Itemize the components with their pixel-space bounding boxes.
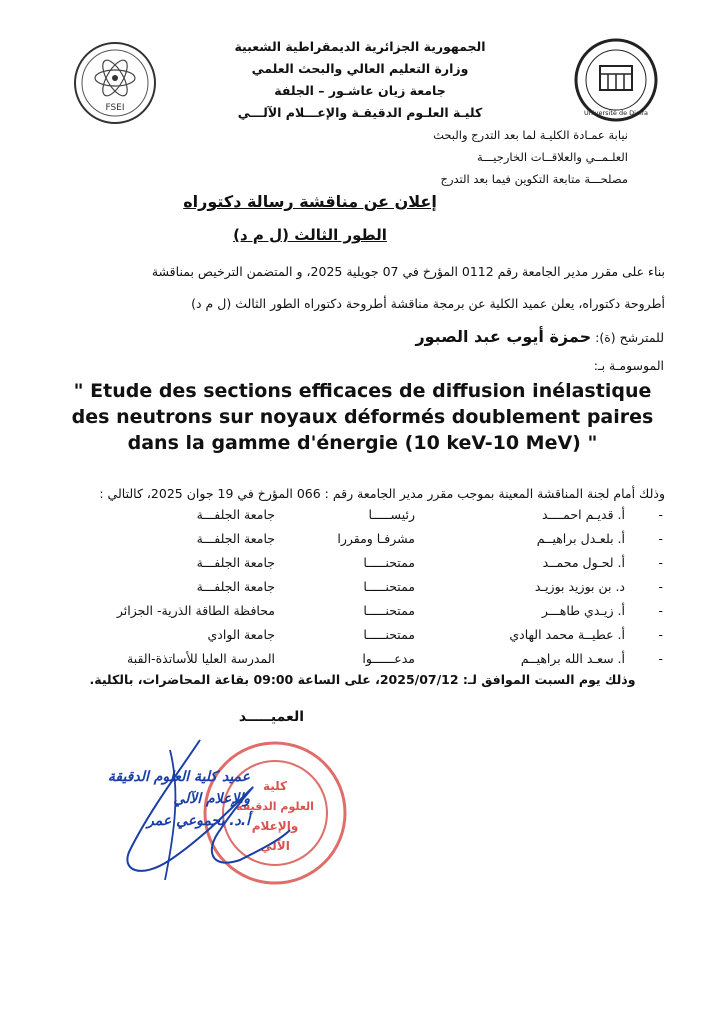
stamp-line-2: العلوم الدقيقة (236, 800, 314, 813)
jury-name: أ. زيـدي طاهـــر (541, 603, 625, 618)
defense-date: وذلك يوم السبت الموافق لـ: 2025/07/12، على الساعة 09:00 بقاعة المحاضرات، بالكلية. (89, 672, 636, 687)
jury-role: ممتحنـــــا (363, 627, 415, 642)
dept-line-2: العلـمــي والعلاقــات الخارجيـــة (477, 150, 628, 164)
jury-name: أ. بلعـدل براهيــم (536, 531, 625, 546)
jury-institution: محافظة الطاقة الذرية- الجزائر (116, 603, 275, 618)
jury-intro: وذلك أمام لجنة المناقشة المعينة بموجب مقرر مدير الجامعة رقم : 066 المؤرخ في 19 جوان 2025، كالتالي : (99, 486, 665, 501)
dean-label: العميـــــد (238, 709, 304, 725)
signature-line-1: عميد كلية العلوم الدقيقة (107, 769, 250, 785)
jury-role: مشرفـا ومقررا (337, 531, 415, 546)
thesis-title-line-1: " Etude des sections efficaces de diffusion inélastique (73, 380, 652, 402)
list-item: - د. بن بوزيد بوزيـد ممتحنـــــا جامعة الجلفـــة (196, 579, 663, 594)
jury-role: ممتحنـــــا (363, 603, 415, 618)
announcement-subtitle: الطور الثالث (ل م د) (233, 226, 387, 244)
stamp-line-1: كلية (262, 779, 288, 793)
jury-name: د. بن بوزيد بوزيـد (534, 579, 625, 594)
list-item: - أ. عطيــة محمد الهادي ممتحنـــــا جامعة الوادي (207, 627, 663, 642)
topic-label: الموسومـة بـ: (593, 358, 664, 373)
department-header (378, 124, 628, 190)
official-header (200, 36, 520, 124)
signature-line-2: والإعلام الآلي (173, 791, 250, 807)
jury-name: أ. قديـم احمــــد (541, 507, 625, 522)
thesis-title-line-3: dans la gamme d'énergie (10 keV-10 MeV) " (127, 432, 598, 454)
list-item: - أ. بلعـدل براهيــم مشرفـا ومقررا جامعة الجلفـــة (196, 531, 663, 546)
faculty-name: كليـة العلـوم الدقيقـة والإعـــلام الآلـــي (237, 105, 483, 120)
candidate-label: للمترشح (ة): (595, 330, 664, 345)
republic-name: الجمهورية الجزائرية الديمقراطية الشعبية (234, 39, 486, 54)
jury-name: أ. سعـد الله براهيــم (520, 651, 625, 666)
jury-role: رئيســـــا (368, 507, 415, 522)
handwritten-signature (110, 730, 300, 900)
jury-name: أ. لحـول محمــد (542, 555, 625, 570)
dept-line-1: نيابة عمـادة الكليـة لما بعد التدرج والبحث (433, 128, 628, 142)
jury-institution: المدرسة العليا للأساتذة-القبة (127, 651, 275, 666)
candidate-line (415, 327, 664, 346)
jury-name: أ. عطيــة محمد الهادي (509, 627, 625, 642)
jury-institution: جامعة الجلفـــة (196, 555, 275, 570)
thesis-title-line-2: des neutrons sur noyaux déformés doublement paires (71, 406, 654, 428)
university-logo (574, 36, 658, 126)
list-item: - أ. لحـول محمــد ممتحنـــــا جامعة الجلفـــة (196, 555, 663, 570)
faculty-logo (72, 40, 158, 126)
stamp-line-3: والإعلام (251, 819, 299, 833)
intro-line-2: أطروحة دكتوراه، يعلن عميد الكلية عن برمجة مناقشة أطروحة دكتوراه الطور الثالث (ل م د) (191, 296, 665, 311)
ministry-name: وزارة التعليم العالي والبحث العلمي (251, 61, 469, 76)
jury-institution: جامعة الجلفـــة (196, 507, 275, 522)
signature-line-3: أ.د. بحموعي عمر (147, 813, 250, 829)
logo-right-text: Université de Djelfa (583, 109, 649, 117)
list-item: - أ. سعـد الله براهيــم مدعــــــوا المدرسة العليا للأساتذة-القبة (127, 651, 663, 666)
candidate-name: حمزة أيوب عبد الصبور (415, 327, 592, 346)
jury-list (60, 507, 665, 675)
jury-role: ممتحنـــــا (363, 555, 415, 570)
dept-line-3: مصلحـــة متابعة التكوين فيما بعد التدرج (440, 172, 628, 186)
announcement-title: إعلان عن مناقشة رسالة دكتوراه (183, 192, 437, 211)
list-item: - أ. زيـدي طاهـــر ممتحنـــــا محافظة الطاقة الذرية- الجزائر (116, 603, 663, 618)
jury-role: ممتحنـــــا (363, 579, 415, 594)
stamp-line-4: الآلي (260, 839, 290, 853)
jury-institution: جامعة الجلفـــة (196, 579, 275, 594)
jury-institution: جامعة الوادي (207, 627, 275, 642)
university-name: جامعة زيان عاشـور – الجلفة (274, 83, 446, 98)
intro-line-1: بناء على مقرر مدير الجامعة رقم 0112 المؤرخ في 07 جويلية 2025، و المتضمن الترخيص بمناقشة (151, 264, 665, 279)
thesis-title (40, 378, 685, 456)
jury-role: مدعــــــوا (362, 651, 415, 666)
list-item: - أ. قديـم احمــــد رئيســـــا جامعة الجلفـــة (196, 507, 663, 522)
logo-left-text: FSEI (105, 103, 125, 113)
jury-institution: جامعة الجلفـــة (196, 531, 275, 546)
